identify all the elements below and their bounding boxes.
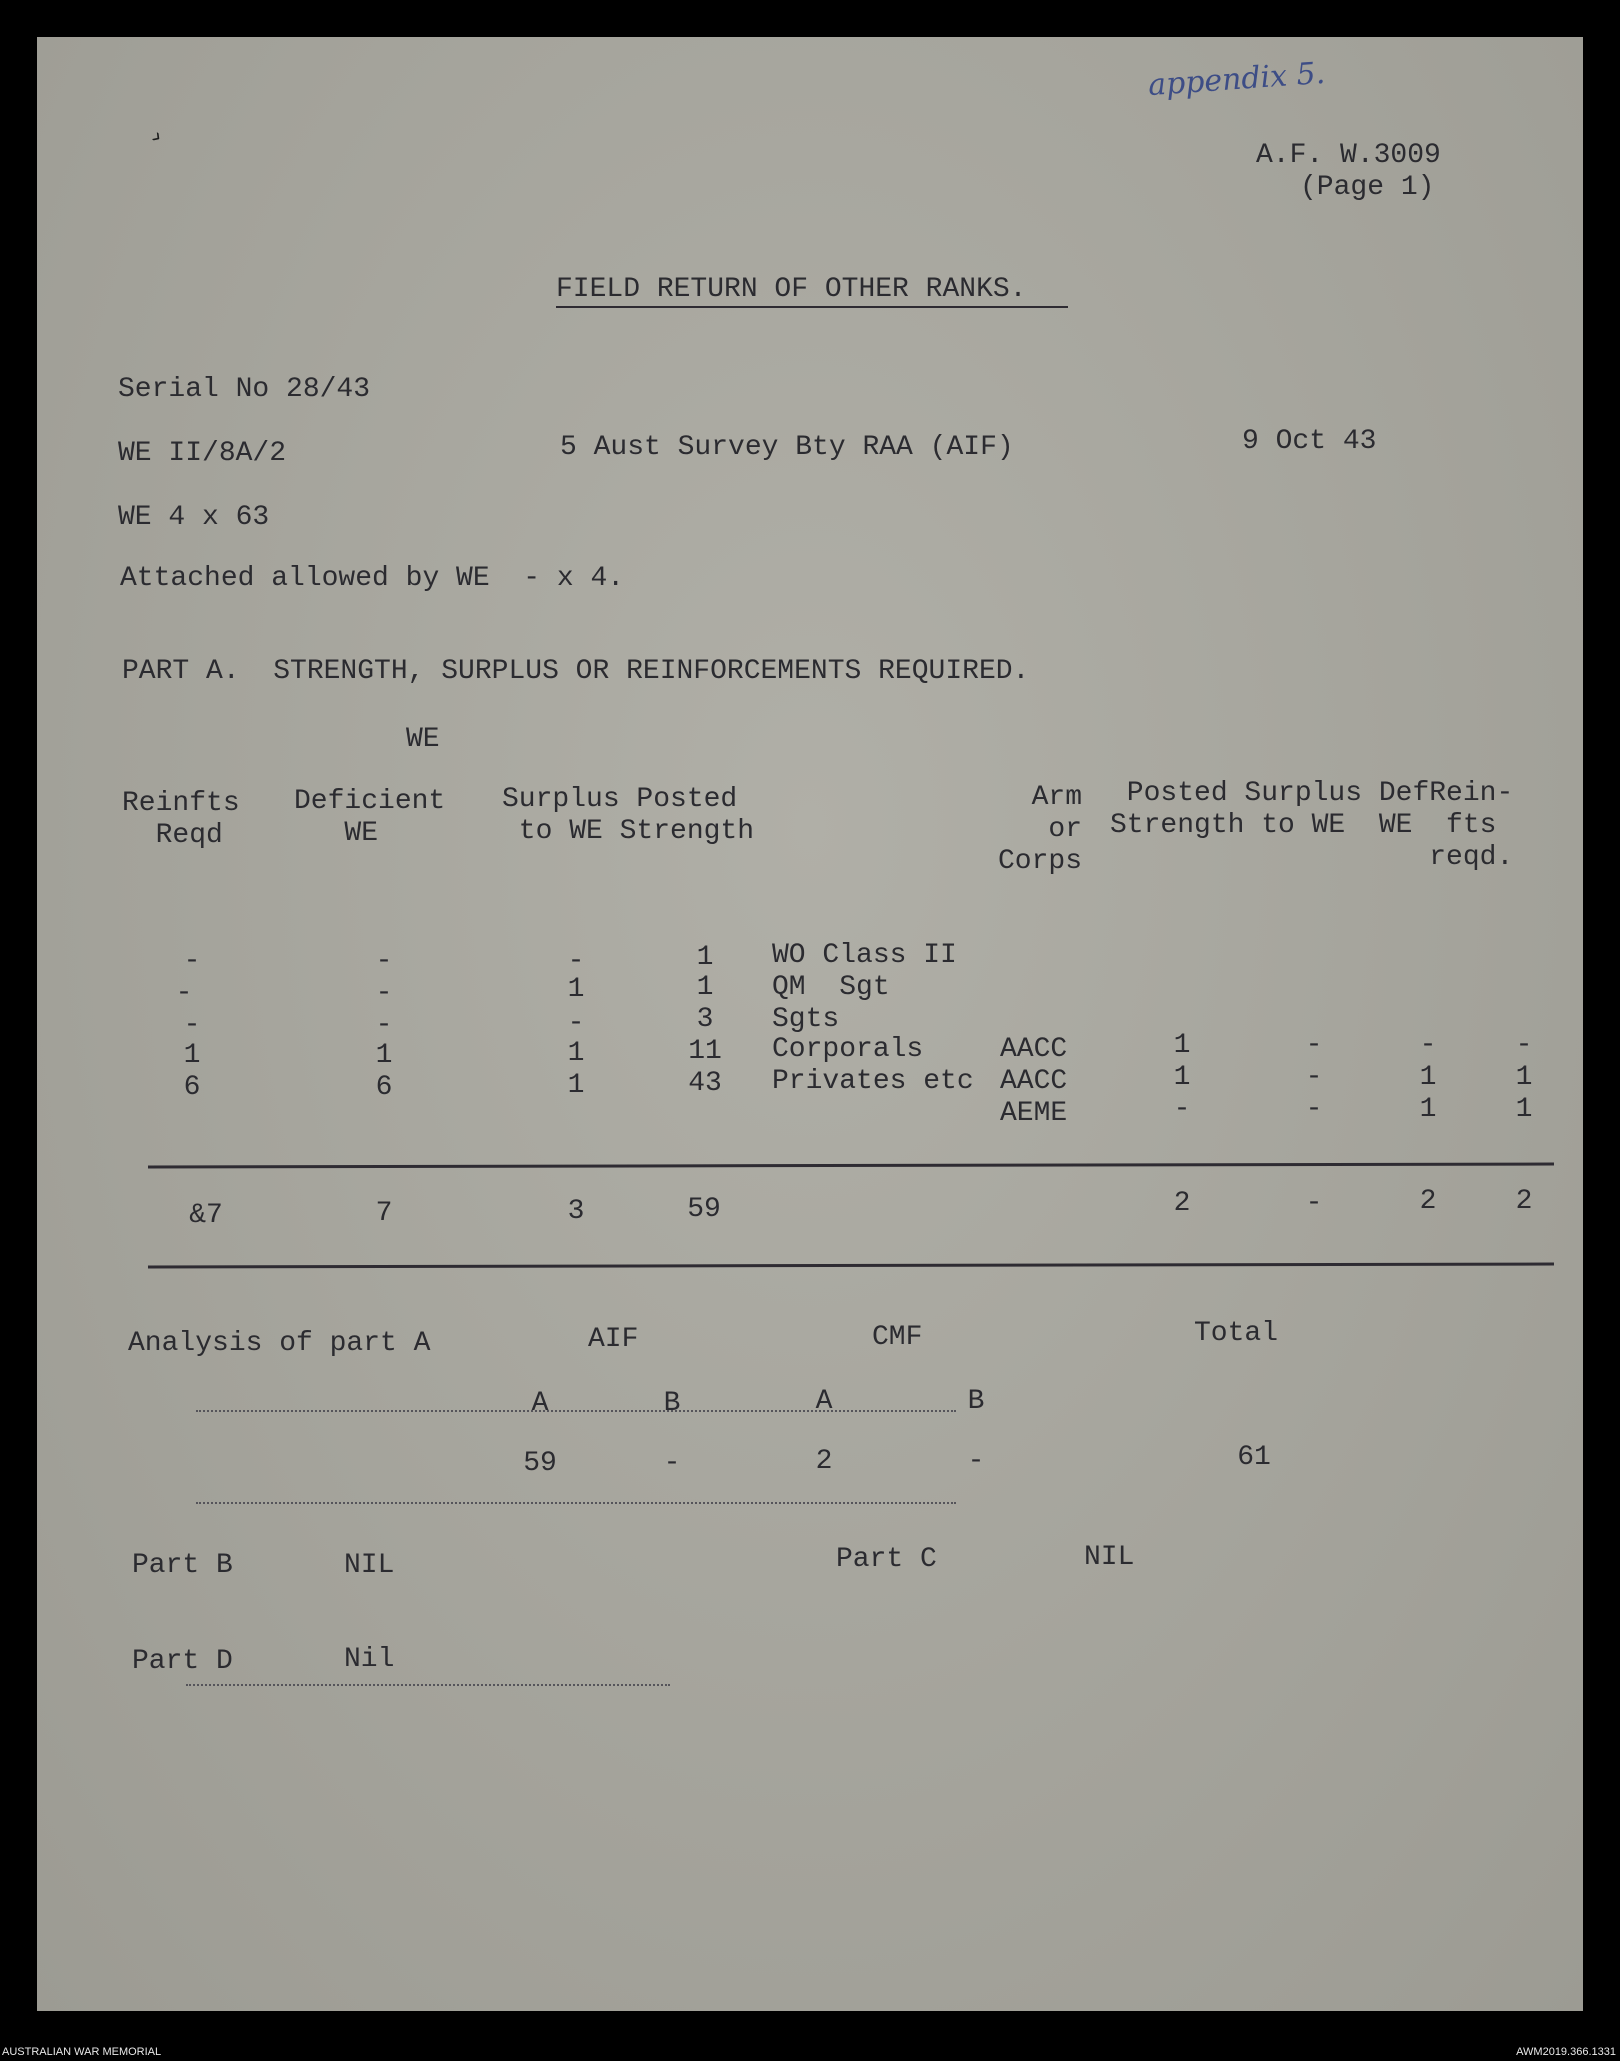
analysis-value-rule	[196, 1502, 956, 1504]
total-right-def: 2	[1419, 1186, 1437, 1217]
table-row-deficient: 1	[375, 1040, 393, 1071]
table-row-reinfts: 6	[183, 1072, 201, 1103]
analysis-label: Analysis of part A	[128, 1328, 431, 1359]
table-row-surplus: 1	[567, 1038, 585, 1069]
table-row-right-surplus: -	[1305, 1062, 1323, 1093]
table-row-deficient: -	[375, 978, 393, 1009]
punch-mark: ›	[144, 123, 170, 152]
analysis-aif-b-value: -	[663, 1448, 681, 1479]
attached-allowed: Attached allowed by WE - x 4.	[120, 563, 625, 594]
table-row-posted: 3	[696, 1004, 714, 1035]
table-row-right-posted: 1	[1173, 1062, 1191, 1093]
analysis-cmf-a-header: A	[815, 1386, 833, 1417]
table-row-reinfts: -	[183, 1010, 201, 1041]
title-underline	[556, 306, 1068, 308]
table-row-posted: 11	[688, 1036, 722, 1067]
table-row-right-reinf: 1	[1515, 1094, 1533, 1125]
table-row-right-def: 1	[1419, 1062, 1437, 1093]
part-d-value: Nil	[344, 1644, 395, 1675]
part-d-label: Part D	[132, 1646, 233, 1677]
header-right-columns: Posted Surplus DefRein- Strength to WE WE fts reqd.	[1110, 778, 1514, 873]
table-row-rank: Corporals	[772, 1034, 924, 1065]
table-row-right-posted: -	[1173, 1094, 1191, 1125]
total-reinfts: &7	[189, 1200, 223, 1231]
table-row-reinfts: -	[183, 946, 201, 977]
part-d-rule	[186, 1684, 670, 1686]
analysis-total-value: 61	[1237, 1442, 1271, 1473]
table-row-rank: QM Sgt	[772, 972, 890, 1003]
table-row-rank: WO Class II	[772, 940, 957, 971]
table-row-right-surplus: -	[1305, 1030, 1323, 1061]
form-page: (Page 1)	[1300, 172, 1435, 203]
analysis-cmf-b-header: B	[967, 1386, 985, 1417]
footer-institution: AUSTRALIAN WAR MEMORIAL	[2, 2046, 162, 2058]
document-title: FIELD RETURN OF OTHER RANKS.	[556, 274, 1027, 305]
table-row-deficient: 6	[375, 1072, 393, 1103]
header-deficient: Deficient WE	[294, 786, 446, 849]
part-a-heading: PART A. STRENGTH, SURPLUS OR REINFORCEMENTS REQUIRED.	[122, 656, 1030, 687]
table-row-surplus: -	[567, 946, 585, 977]
we-code: WE II/8A/2	[118, 438, 287, 469]
table-row-corps: AACC	[1000, 1034, 1068, 1065]
table-row-rank: Sgts	[772, 1004, 840, 1035]
table-row-reinfts: -	[175, 978, 193, 1009]
total-surplus: 3	[567, 1196, 585, 1227]
table-row-surplus: 1	[567, 974, 585, 1005]
table-row-right-surplus: -	[1305, 1094, 1323, 1125]
footer-accession: AWM2019.366.1331	[1516, 2046, 1616, 2058]
table-row-deficient: -	[375, 1010, 393, 1041]
total-right-reinf: 2	[1515, 1186, 1533, 1217]
table-row-right-reinf: -	[1515, 1030, 1533, 1061]
header-arm-corps: Arm or Corps	[998, 782, 1083, 877]
we-column-group: WE	[406, 724, 440, 755]
part-b-label: Part B	[132, 1550, 233, 1581]
table-row-rank: Privates etc	[772, 1066, 974, 1097]
table-row-posted: 1	[696, 942, 714, 973]
table-row-right-def: -	[1419, 1030, 1437, 1061]
table-row-deficient: -	[375, 946, 393, 977]
table-row-corps: AEME	[1000, 1098, 1068, 1129]
table-row-posted: 43	[688, 1068, 722, 1099]
analysis-total: Total	[1194, 1318, 1279, 1349]
form-id: A.F. W.3009	[1256, 140, 1441, 171]
table-row-right-reinf: 1	[1515, 1062, 1533, 1093]
table-row-reinfts: 1	[183, 1040, 201, 1071]
unit-name: 5 Aust Survey Bty RAA (AIF)	[560, 432, 1014, 463]
total-posted: 59	[687, 1194, 721, 1225]
table-row-right-posted: 1	[1173, 1030, 1191, 1061]
analysis-cmf: CMF	[872, 1322, 923, 1353]
analysis-cmf-a-value: 2	[815, 1446, 833, 1477]
table-row-corps: AACC	[1000, 1066, 1068, 1097]
analysis-aif-b-header: B	[663, 1388, 681, 1419]
table-row-posted: 1	[696, 972, 714, 1003]
analysis-cmf-b-value: -	[967, 1446, 985, 1477]
table-row-surplus: -	[567, 1008, 585, 1039]
analysis-aif-a-header: A	[531, 1388, 549, 1419]
table-row-surplus: 1	[567, 1070, 585, 1101]
part-b-value: NIL	[344, 1550, 395, 1581]
part-c-value: NIL	[1084, 1542, 1135, 1573]
we-size: WE 4 x 63	[118, 502, 270, 533]
analysis-aif: AIF	[588, 1324, 639, 1355]
handwritten-annotation: appendix 5.	[1146, 55, 1327, 104]
table-row-right-def: 1	[1419, 1094, 1437, 1125]
return-date: 9 Oct 43	[1242, 426, 1377, 457]
analysis-aif-a-value: 59	[523, 1448, 557, 1479]
header-surplus-posted: Surplus Posted to WE Strength	[502, 784, 755, 847]
total-right-posted: 2	[1173, 1188, 1191, 1219]
total-right-surplus: -	[1305, 1188, 1323, 1219]
part-c-label: Part C	[836, 1544, 937, 1575]
total-deficient: 7	[375, 1198, 393, 1229]
header-reinfts: Reinfts Reqd	[122, 788, 240, 851]
serial-number: Serial No 28/43	[118, 374, 371, 405]
